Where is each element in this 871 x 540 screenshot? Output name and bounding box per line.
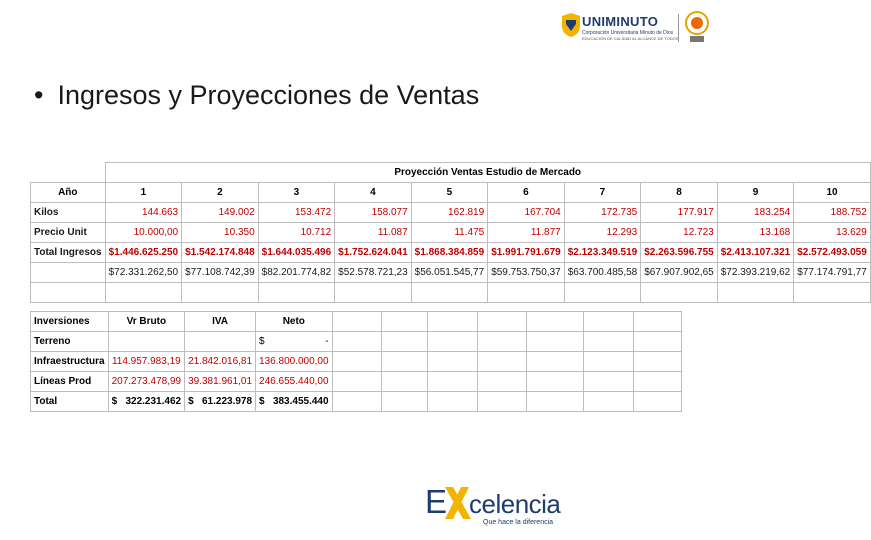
table-cell: $1.752.624.041 — [335, 243, 412, 263]
year-header: 6 — [488, 183, 565, 203]
table-cell: 21.842.016,81 — [185, 352, 256, 372]
table-cell: $72.331.262,50 — [105, 263, 182, 283]
table-cell: 207.273.478,99 — [108, 372, 185, 392]
table-cell: 162.819 — [411, 203, 488, 223]
table-cell: 12.293 — [564, 223, 641, 243]
table-row — [31, 352, 682, 372]
year-header: 2 — [182, 183, 259, 203]
year-label: Año — [31, 183, 106, 203]
table-cell: 11.087 — [335, 223, 412, 243]
table-cell: $63.700.485,58 — [564, 263, 641, 283]
row-label: Líneas Prod — [31, 372, 109, 392]
year-header: 1 — [105, 183, 182, 203]
table-cell: 144.663 — [105, 203, 182, 223]
year-header: 5 — [411, 183, 488, 203]
table-cell: 167.704 — [488, 203, 565, 223]
table-cell — [185, 392, 256, 412]
table-row — [31, 372, 682, 392]
year-header: 4 — [335, 183, 412, 203]
table-cell: 114.957.983,19 — [108, 352, 185, 372]
table-cell: 183.254 — [717, 203, 794, 223]
empty-row — [31, 283, 871, 303]
table-cell: 177.917 — [641, 203, 718, 223]
table-cell: 10.000,00 — [105, 223, 182, 243]
row-label: Total — [31, 392, 109, 412]
table-title-row — [31, 163, 871, 183]
logo-tagline: EDUCACIÓN DE CALIDAD AL ALCANCE DE TODOS — [582, 36, 679, 41]
table-cell: 11.877 — [488, 223, 565, 243]
table-cell: 11.475 — [411, 223, 488, 243]
table-cell: $59.753.750,37 — [488, 263, 565, 283]
cell-value: 322.231.462 — [125, 396, 182, 407]
column-header: Inversiones — [31, 312, 109, 332]
row-label: Total Ingresos — [31, 243, 106, 263]
table-row — [31, 223, 871, 243]
table-cell: $52.578.721,23 — [335, 263, 412, 283]
slide-title — [34, 80, 479, 111]
year-header: 7 — [564, 183, 641, 203]
table-cell: 13.168 — [717, 223, 794, 243]
column-header: IVA — [185, 312, 256, 332]
table-cell: 153.472 — [258, 203, 335, 223]
table-cell — [256, 392, 333, 412]
sales-projection-table — [30, 162, 871, 303]
table-title: Proyección Ventas Estudio de Mercado — [105, 163, 870, 183]
logo-letter-e: E — [425, 483, 448, 520]
table-cell: 246.655.440,00 — [256, 372, 333, 392]
table-cell: $1.868.384.859 — [411, 243, 488, 263]
currency-symbol: $ — [259, 336, 265, 347]
investment-table — [30, 311, 682, 412]
currency-symbol: $ — [259, 396, 265, 407]
table-total-row — [31, 392, 682, 412]
cell-value: - — [325, 336, 329, 347]
table-cell: 10.712 — [258, 223, 335, 243]
slide-title-text: Ingresos y Proyecciones de Ventas — [57, 80, 480, 110]
table-cell: 13.629 — [794, 223, 871, 243]
table-cell: $2.413.107.321 — [717, 243, 794, 263]
row-label: Precio Unit — [31, 223, 106, 243]
logo-tagline: Que hace la diferencia — [483, 519, 554, 526]
table-cell — [108, 392, 185, 412]
logo-name: UNIMINUTO — [582, 14, 659, 29]
currency-symbol: $ — [188, 396, 194, 407]
table-row — [31, 263, 871, 283]
certification-seal-icon — [684, 10, 710, 44]
uniminuto-logo — [560, 8, 712, 46]
uniminuto-crest-icon — [560, 12, 582, 38]
table-cell: $67.907.902,65 — [641, 263, 718, 283]
logo-word: celencia — [469, 489, 561, 519]
row-label: Kilos — [31, 203, 106, 223]
year-header: 3 — [258, 183, 335, 203]
table-cell: $2.263.596.755 — [641, 243, 718, 263]
table-cell: $77.174.791,77 — [794, 263, 871, 283]
table-cell: 136.800.000,00 — [256, 352, 333, 372]
year-header: 8 — [641, 183, 718, 203]
table-cell: 149.002 — [182, 203, 259, 223]
table-cell: $2.572.493.059 — [794, 243, 871, 263]
cell-value: 383.455.440 — [272, 396, 329, 407]
table-cell: $1.644.035.496 — [258, 243, 335, 263]
table-cell: 158.077 — [335, 203, 412, 223]
table-cell: $56.051.545,77 — [411, 263, 488, 283]
table-cell: $77.108.742,39 — [182, 263, 259, 283]
column-header: Neto — [256, 312, 333, 332]
table-row — [31, 243, 871, 263]
table-cell: 188.752 — [794, 203, 871, 223]
table-header-row — [31, 183, 871, 203]
row-label: Terreno — [31, 332, 109, 352]
year-header: 10 — [794, 183, 871, 203]
table-cell — [256, 332, 333, 352]
logo-divider — [678, 14, 679, 42]
table-cell: 10.350 — [182, 223, 259, 243]
table-cell: $1.446.625.250 — [105, 243, 182, 263]
table-cell: 39.381.961,01 — [185, 372, 256, 392]
table-cell: $72.393.219,62 — [717, 263, 794, 283]
cell-value: 61.223.978 — [201, 396, 253, 407]
column-header: Vr Bruto — [108, 312, 185, 332]
currency-symbol: $ — [111, 396, 118, 407]
year-header: 9 — [717, 183, 794, 203]
table-cell: $1.542.174.848 — [182, 243, 259, 263]
bullet: • — [34, 80, 44, 110]
table-cell: 172.735 — [564, 203, 641, 223]
table-header-row — [31, 312, 682, 332]
table-row — [31, 332, 682, 352]
table-cell: $82.201.774,82 — [258, 263, 335, 283]
logo-subtitle: Corporación Universitaria Minuto de Dios — [582, 30, 674, 36]
table-row — [31, 203, 871, 223]
table-cell: $1.991.791.679 — [488, 243, 565, 263]
row-label: Infraestructura — [31, 352, 109, 372]
excelencia-logo — [425, 482, 575, 532]
table-cell: 12.723 — [641, 223, 718, 243]
table-cell: $2.123.349.519 — [564, 243, 641, 263]
